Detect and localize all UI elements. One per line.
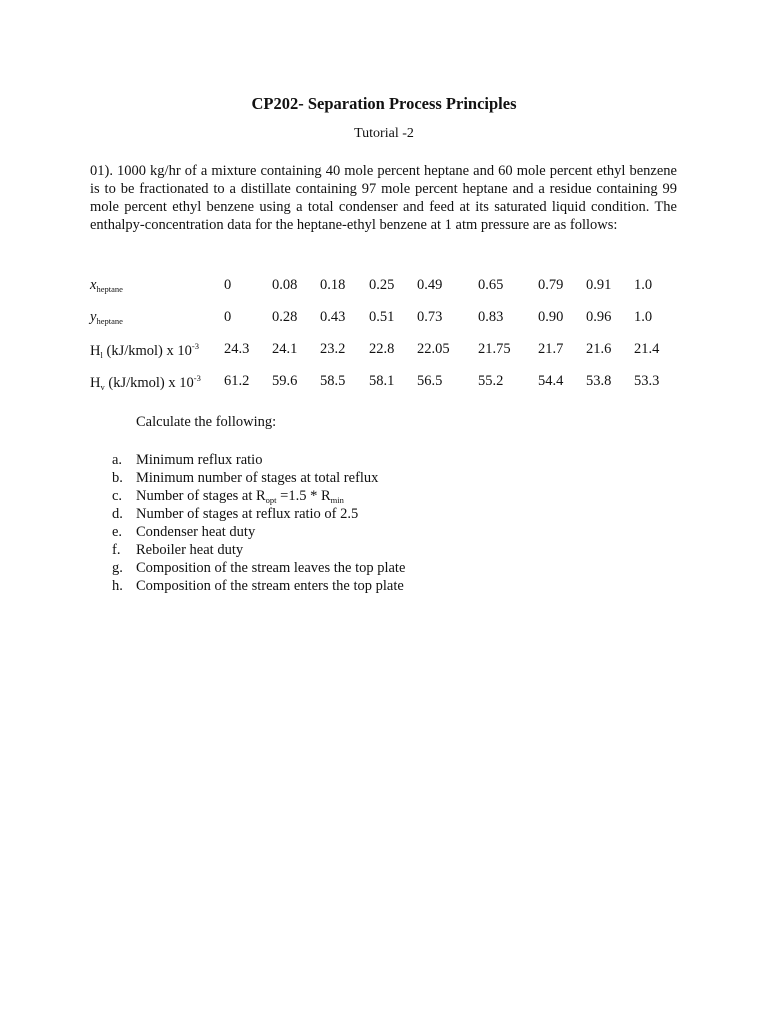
document-title: CP202- Separation Process Principles [251,94,517,113]
row-label: $H_l$ (kJ/kmol) x $10^{-3}$ [90,341,199,360]
list-item [0,469,768,487]
list-item [0,523,768,541]
list-item-text: Condenser heat duty [136,524,256,540]
table-cell: 58.1 [369,373,395,389]
table-cell: 0.08 [272,277,298,293]
table-cell: 0.43 [320,309,346,325]
instruction-text: Calculate the following: [136,414,277,430]
table-cell: 54.4 [538,373,564,389]
table-cell: 24.3 [224,341,250,357]
table-cell: 0.79 [538,277,564,293]
list-item-text: Composition of the stream enters the top plate [136,578,404,594]
list-marker: d. [112,506,123,522]
list-item [0,487,768,505]
row-label: $y_{heptane}$ [90,309,123,326]
list-marker: c. [112,488,123,504]
list-item-text: Minimum number of stages at total reflux [136,470,379,486]
document-subtitle: Tutorial -2 [354,126,414,141]
table-cell: 1.0 [634,309,653,325]
list-marker: h. [112,578,123,594]
table-cell: 0.73 [417,309,443,325]
list-item-text: Number of stages at $R_{opt} =1.5 * R_{min}$ [136,488,344,505]
list-item [0,541,768,559]
list-item-text: Composition of the stream leaves the top plate [136,560,406,576]
table-cell: 21.7 [538,341,564,357]
list-item [0,559,768,577]
table-cell: 0.18 [320,277,346,293]
table-cell: 0.28 [272,309,298,325]
row-label: $H_v$ (kJ/kmol) x $10^{-3}$ [90,373,201,392]
table-row-y-heptane [0,309,768,329]
table-cell: 21.6 [586,341,612,357]
table-cell: 0.90 [538,309,564,325]
table-cell: 21.75 [478,341,511,357]
list-item-text: Minimum reflux ratio [136,452,263,468]
table-row-h-liquid [0,341,768,361]
table-cell: 0.51 [369,309,395,325]
row-label: $x_{heptane}$ [90,277,123,294]
table-cell: 55.2 [478,373,504,389]
problem-statement: 01). 1000 kg/hr of a mixture containing 40 mole percent heptane and 60 mole percent ethyl benzene is to be fractionated to a distillate containing 97 mole percent heptane and a residue containing 99 mole percent ethyl benzene using a total condenser and feed at its saturated liquid condition. The enthalpy-concentration data for the heptane-ethyl benzene at 1 atm pressure are as follows: [90,163,677,233]
list-item [0,505,768,523]
table-cell: 1.0 [634,277,653,293]
list-marker: a. [112,452,123,468]
table-cell: 0.83 [478,309,504,325]
list-item-text: Number of stages at reflux ratio of 2.5 [136,506,359,522]
list-marker: b. [112,470,123,486]
list-item [0,451,768,469]
task-list [0,451,768,595]
table-cell: 22.05 [417,341,450,357]
table-cell: 0.96 [586,309,612,325]
table-cell: 24.1 [272,341,298,357]
table-row-h-vapor [0,373,768,393]
list-marker: g. [112,560,123,576]
table-cell: 0 [224,309,232,325]
list-item-text: Reboiler heat duty [136,542,244,558]
table-cell: 0.25 [369,277,395,293]
table-row-x-heptane [0,277,768,297]
table-cell: 53.3 [634,373,660,389]
list-marker: f. [112,542,121,558]
table-cell: 59.6 [272,373,298,389]
table-cell: 0.49 [417,277,443,293]
table-cell: 21.4 [634,341,660,357]
table-cell: 58.5 [320,373,346,389]
table-cell: 0.91 [586,277,612,293]
table-cell: 23.2 [320,341,346,357]
table-cell: 53.8 [586,373,612,389]
table-cell: 56.5 [417,373,443,389]
table-cell: 0.65 [478,277,504,293]
table-cell: 22.8 [369,341,395,357]
list-item [0,577,768,595]
list-marker: e. [112,524,123,540]
table-cell: 0 [224,277,232,293]
table-cell: 61.2 [224,373,250,389]
